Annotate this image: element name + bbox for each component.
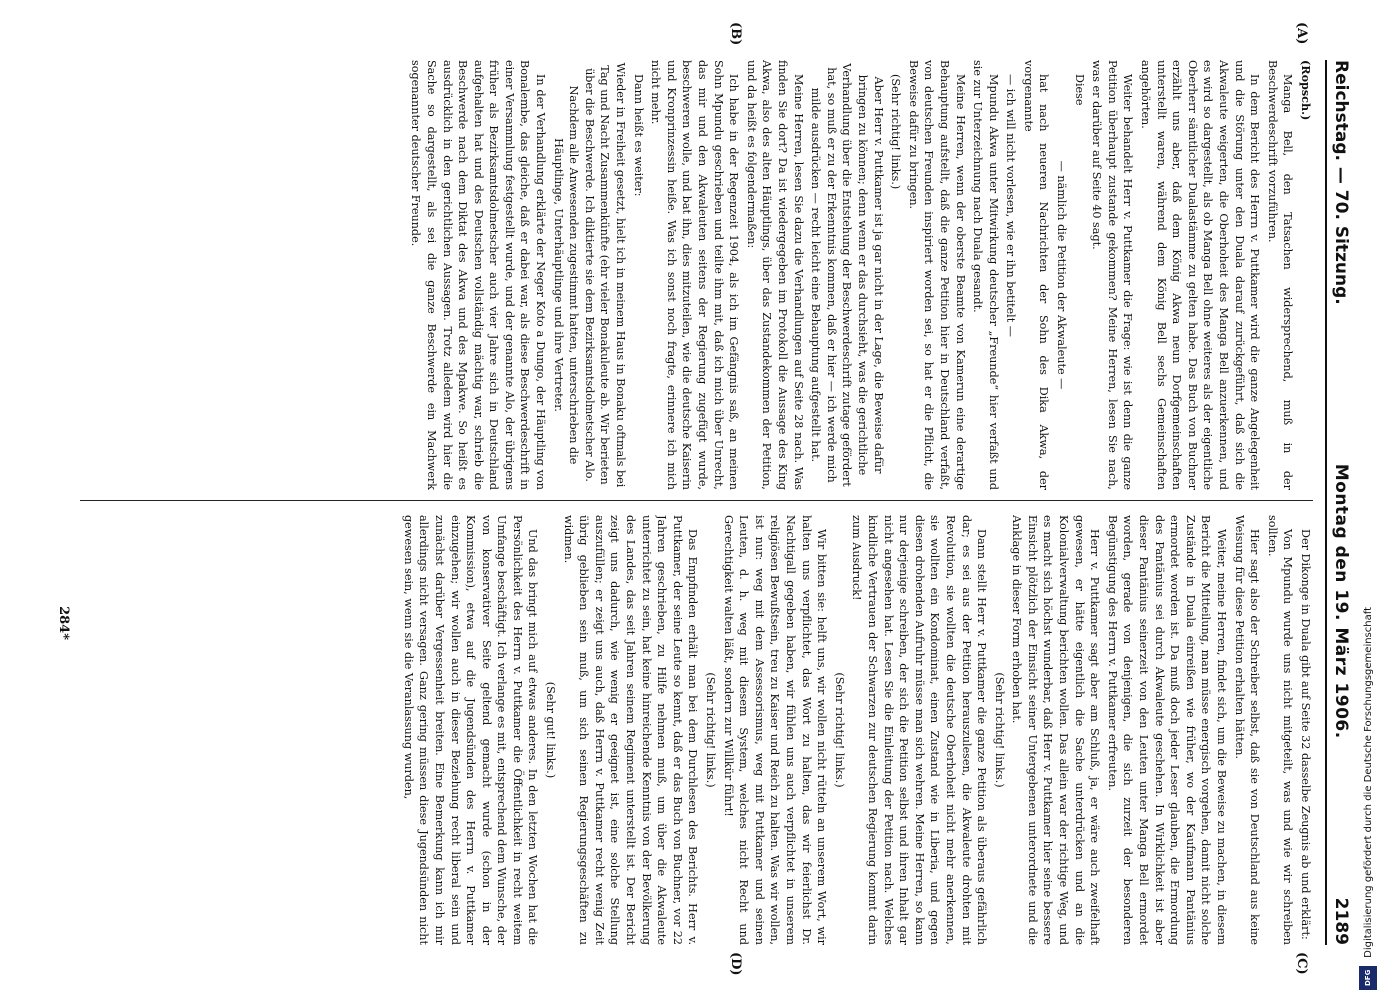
marker-a: (A) xyxy=(1294,22,1309,45)
interjection: (Sehr gut! links.) xyxy=(544,681,558,779)
page-number: 2189 xyxy=(1331,897,1351,945)
paragraph: hat nach neueren Nachrichten der Sohn des Dika Akwa, der vorgenannte xyxy=(1021,60,1051,490)
paragraph: Wir bitten sie: helft uns, wir wollen nicht rütteln an unserem Wort, wir halten uns verpflichtet, das Wort zu halten, das wir feierlichst Dr. Nachtigall gegeben haben, wir fühlen uns auch verpflichtet in unserem religiösen Bewußtsein, treu zu Kaiser und Reich zu halten. Was wir wollen, ist nur: weg mit dem Assessorismus, weg mit Puttkamer und seinen Leuten, d. h. weg mit diesem System, welches nicht Recht und Gerechtigkeit walten läßt, sondern zur Willkür führt! xyxy=(721,515,829,945)
paragraph: Meine Herren, wenn der oberste Beamte von Kamerun eine derartige Behauptung aufstellt, daß die ganze Petition hier in Deutschland verfaßt, von deutschen Freunden inspiriert worden sei, so hat er die Pflicht, die Beweise dafür zu bringen. xyxy=(906,60,967,490)
paragraph: (Ropsch.) xyxy=(1299,60,1313,121)
interjection: Aber Herr v. Puttkamer ist ja gar nicht in der Lage, die Beweise dafür bringen zu können; denn wenn er das durchsieht, was die gerichtliche Verhandlung über die Entstehung der Beschwerdeschrift zutage gefördert hat, so muß er zu der Erkenntnis kommen, daß er hier — ich werde mich milde ausdrücken — recht leicht eine Behauptung aufgestellt hat. xyxy=(809,63,885,487)
paragraph: Das Empfinden erhält man bei dem Durchlesen des Berichts. Herr v. Puttkamer, der seine Leute so kennt, daß er das Buch von Buchner, vor 22 Jahren geschrieben, zu Hilfe nehmen muß, um über die Akwaleute unterrichtet zu sein, hat keine hinreichende Kenntnis von der Bevölkerung des Landes, das seit Jahren seinem Regiment unterstellt ist. Der Bericht zeigt uns dadurch, wie wenig er geeignet ist, eine solche Stellung auszufüllen; er zeigt uns auch, daß Herrn v. Puttkamer recht wenig Zeit übrig geblieben sein muß, um sich seinen Regierungsgeschäften zu widmen. xyxy=(561,515,700,945)
paragraph: Manga Bell, den Tatsachen widersprechend, muß in der Beschwerdeschrift vorzuführen. xyxy=(1265,60,1295,490)
paragraph: Wieder in Freiheit gesetzt, hielt ich in meinem Haus in Bonaku oftmals bei Tag und Nacht Zusammenkünfte (ehr vieler Bonakuleute ab. Wir berieten über die Beschwerde. Ich diktierte sie dem Bezirksamtsdolmetscher Alo. Nachdem alle Anwesenden zugestimmt hatten, unterschrieben die Häuptlinge, Unterhäuptlinge und ihre Vertreter. xyxy=(551,62,628,488)
right-column xyxy=(80,515,1313,945)
page-signature: 284* xyxy=(56,606,71,640)
paragraph: Herr v. Puttkamer sagt aber am Schluß, ja, er wäre auch zweifelhaft gewesen, er hätte eigentlich die Sache unterdrücken und an die Kolonialverwaltung berichten wollen. Das allein war der richtige Weg, und es macht sich höchst wunderbar, daß Herr v. Puttkamer hier seine bessere Einsicht plötzlich der Einsicht seiner Untergebenen unterordnete und die Anklage in dieser Form erhoben hat. xyxy=(1010,515,1102,945)
page-header xyxy=(1325,60,1361,945)
paragraph: Hier sagt also der Schreiber selbst, daß sie von Deutschland aus keine Weisung für diese Petition erhalten hätten. xyxy=(1232,515,1262,945)
dfg-logo-icon: DFG xyxy=(1359,966,1377,990)
paragraph: Der Dikonge in Duala gibt auf Seite 32 dasselbe Zeugnis ab und erklärt: xyxy=(1299,529,1312,940)
paragraph: — nämlich die Petition der Akwaleute — xyxy=(1055,160,1069,390)
interjection: (Sehr richtig! links.) xyxy=(992,672,1006,788)
interjection: (Sehr richtig! links.) xyxy=(704,672,718,788)
left-column xyxy=(80,60,1313,490)
footer-credit xyxy=(1357,0,1379,1000)
paragraph: Dann stellt Herr v. Puttkamer die ganze Petition als überaus gefährlich dar; es sei aus der Petition herauszulesen, die Akwaleute drohten mit Revolution, sie wollten die deutsche Oberhoheit nicht mehr anerkennen, sie wollten ein Kondominat, einen Zustand wie in Liberia, und gegen diesen drohenden Aufruhr müsse man sich wehren. Meine Herren, so kann nur derjenige schreiben, der sich die Petition selbst und ihren Inhalt gar nicht angesehen hat. Lesen Sie die Einleitung der Petition nach. Welches kindliche Vertrauen der Schwarzen zur deutschen Regierung kommt darin zum Ausdruck! xyxy=(850,515,989,945)
paragraph: (Sehr richtig! links.) xyxy=(889,74,903,190)
paragraph: Meine Herren, lesen Sie dazu die Verhandlungen auf Seite 28 nach. Was finden Sie dort? Da ist wiedergegeben im Protokoll die Aussage des King Akwa, also des alten Häuptlings, über das Zustandekommen der Petition, und da heißt es folgendermaßen: xyxy=(744,60,805,490)
paragraph: — ich will nicht vorlesen, wie er ihn betitelt — xyxy=(1004,74,1018,337)
marker-c: (C) xyxy=(1294,952,1309,975)
paragraph: Mpundu Akwa unter Mitwirkung deutscher „Freunde“ hier verfaßt und sie zur Unterzeichnung nach Duala gesandt. xyxy=(971,60,1000,490)
paragraph: Dann heißt es weiter: xyxy=(631,74,645,197)
marker-d: (D) xyxy=(728,952,743,976)
paragraph: Weiter behandelt Herr v. Puttkamer die Frage: wie ist denn die ganze Petition überhaupt zustande gekommen? Meine Herren, lesen Sie nach, was er darüber auf Seite 40 sagt. xyxy=(1090,60,1135,490)
marker-b: (B) xyxy=(728,22,743,46)
paragraph: In der Verhandlung erklärte der Neger Koto a Dungo, der Häuptling von Bonalembe, das gleiche, daß er dabei war, als diese Beschwerdeschrift in einer Versammlung festgestellt wurde, und der genannte Alo, der übrigens früher als Bezirksamtsdolmetscher auch vier Jahre sich in Deutschland aufgehalten hat und des Deutschen vollständig mächtig war, schrieb die Beschwerde nach dem Diktat des Akwa und des Mpakwe. So heißt es ausdrücklich in den gerichtlichen Aussagen. Trotz alledem wird hier die Sache so dargestellt, als sei die ganze Beschwerde ein Machwerk sogenannter deutscher Freunde. xyxy=(409,60,548,490)
header-left: Reichstag. — 70. Sitzung. xyxy=(1331,60,1351,305)
footer-text: Digitalisierung gefördert durch die Deutsche Forschungsgemeinschaft xyxy=(1362,607,1374,958)
paragraph: Von Mpundu wurde uns nicht mitgeteilt, was und wie wir schreiben sollten. xyxy=(1265,515,1295,945)
paragraph: In dem Bericht des Herrn v. Puttkamer wird die ganze Angelegenheit und die Störung unter den Duala darauf zurückgeführt, daß sich die Akwaleute weigerten, die Oberhoheit des Manga Bell anzuerkennen, und es wird so dargestellt, als ob Manga Bell ohne weiteres als der eigentliche Oberherr sämtlicher Dualastämme zu gelten habe. Das Buch von Buchner erzählt uns aber, daß dem König Akwa neun Dorfgemeinschaften unterstellt waren, während dem König Bell sechs Gemeinschaften angehörten. xyxy=(1139,60,1262,490)
column-divider xyxy=(80,500,1313,501)
header-date: Montag den 19. März 1906. xyxy=(1331,463,1351,739)
interjection: (Sehr richtig! links.) xyxy=(832,672,846,788)
paragraph: Ich habe in der Regenzeit 1904, als ich im Gefängnis saß, an meinen Sohn Mpundu geschrieben und teilte ihm mit, daß ich mich über Unrecht, das mir und den Akwaleuten seitens der Regierung zugefügt wurde, beschweren wolle, und bat ihn, dies mitzuteilen, wie die deutsche Kaiserin und Kronprinzessin heiße. Was ich sonst noch fragte, erinnere ich mich nicht mehr. xyxy=(649,60,741,490)
paragraph: Und das bringt mich auf etwas anderes. In den letzten Wochen hat die Persönlichkeit des Herrn v. Puttkamer die Öffentlichkeit in recht weitem Umfange beschäftigt. Ich verlange es mit, entsprechend dem Wunsche, der von konservativer Seite geltend gemacht wurde (schon in der Kommission), etwa auf die Jugendsünden des Herrn v. Puttkamer einzugehen; wir wollen auch in dieser Beziehung recht liberal sein und zunächst darüber Vergessenheit breiten. Eine Bemerkung kann ich mir allerdings nicht versagen. Ganz gering müssen diese Jugendsünden nicht gewesen sein, wenn sie die Veranlassung wurden, xyxy=(401,515,540,945)
paragraph: Weiter, meine Herren, findet sich, um die Beweise zu machen, in diesem Bericht die Mitteilung, man müsse energisch vorgehen, damit nicht solche Zustände in Duala einreißen wie früher, wo der Kaufmann Pantänius ermordet worden ist. Da muß doch jeder Leser glauben, die Ermordung des Pantänius sei durch Akwaleute geschehen. In Wirklichkeit ist aber dieser Pantänius seinerzeit von den Leuten unter Manga Bell ermordet worden, gerade von denjenigen, die sich zurzeit der besonderen Begünstigung des Herrn v. Puttkamer erfreuten. xyxy=(1105,515,1229,945)
paragraph: Diese xyxy=(1072,74,1086,106)
